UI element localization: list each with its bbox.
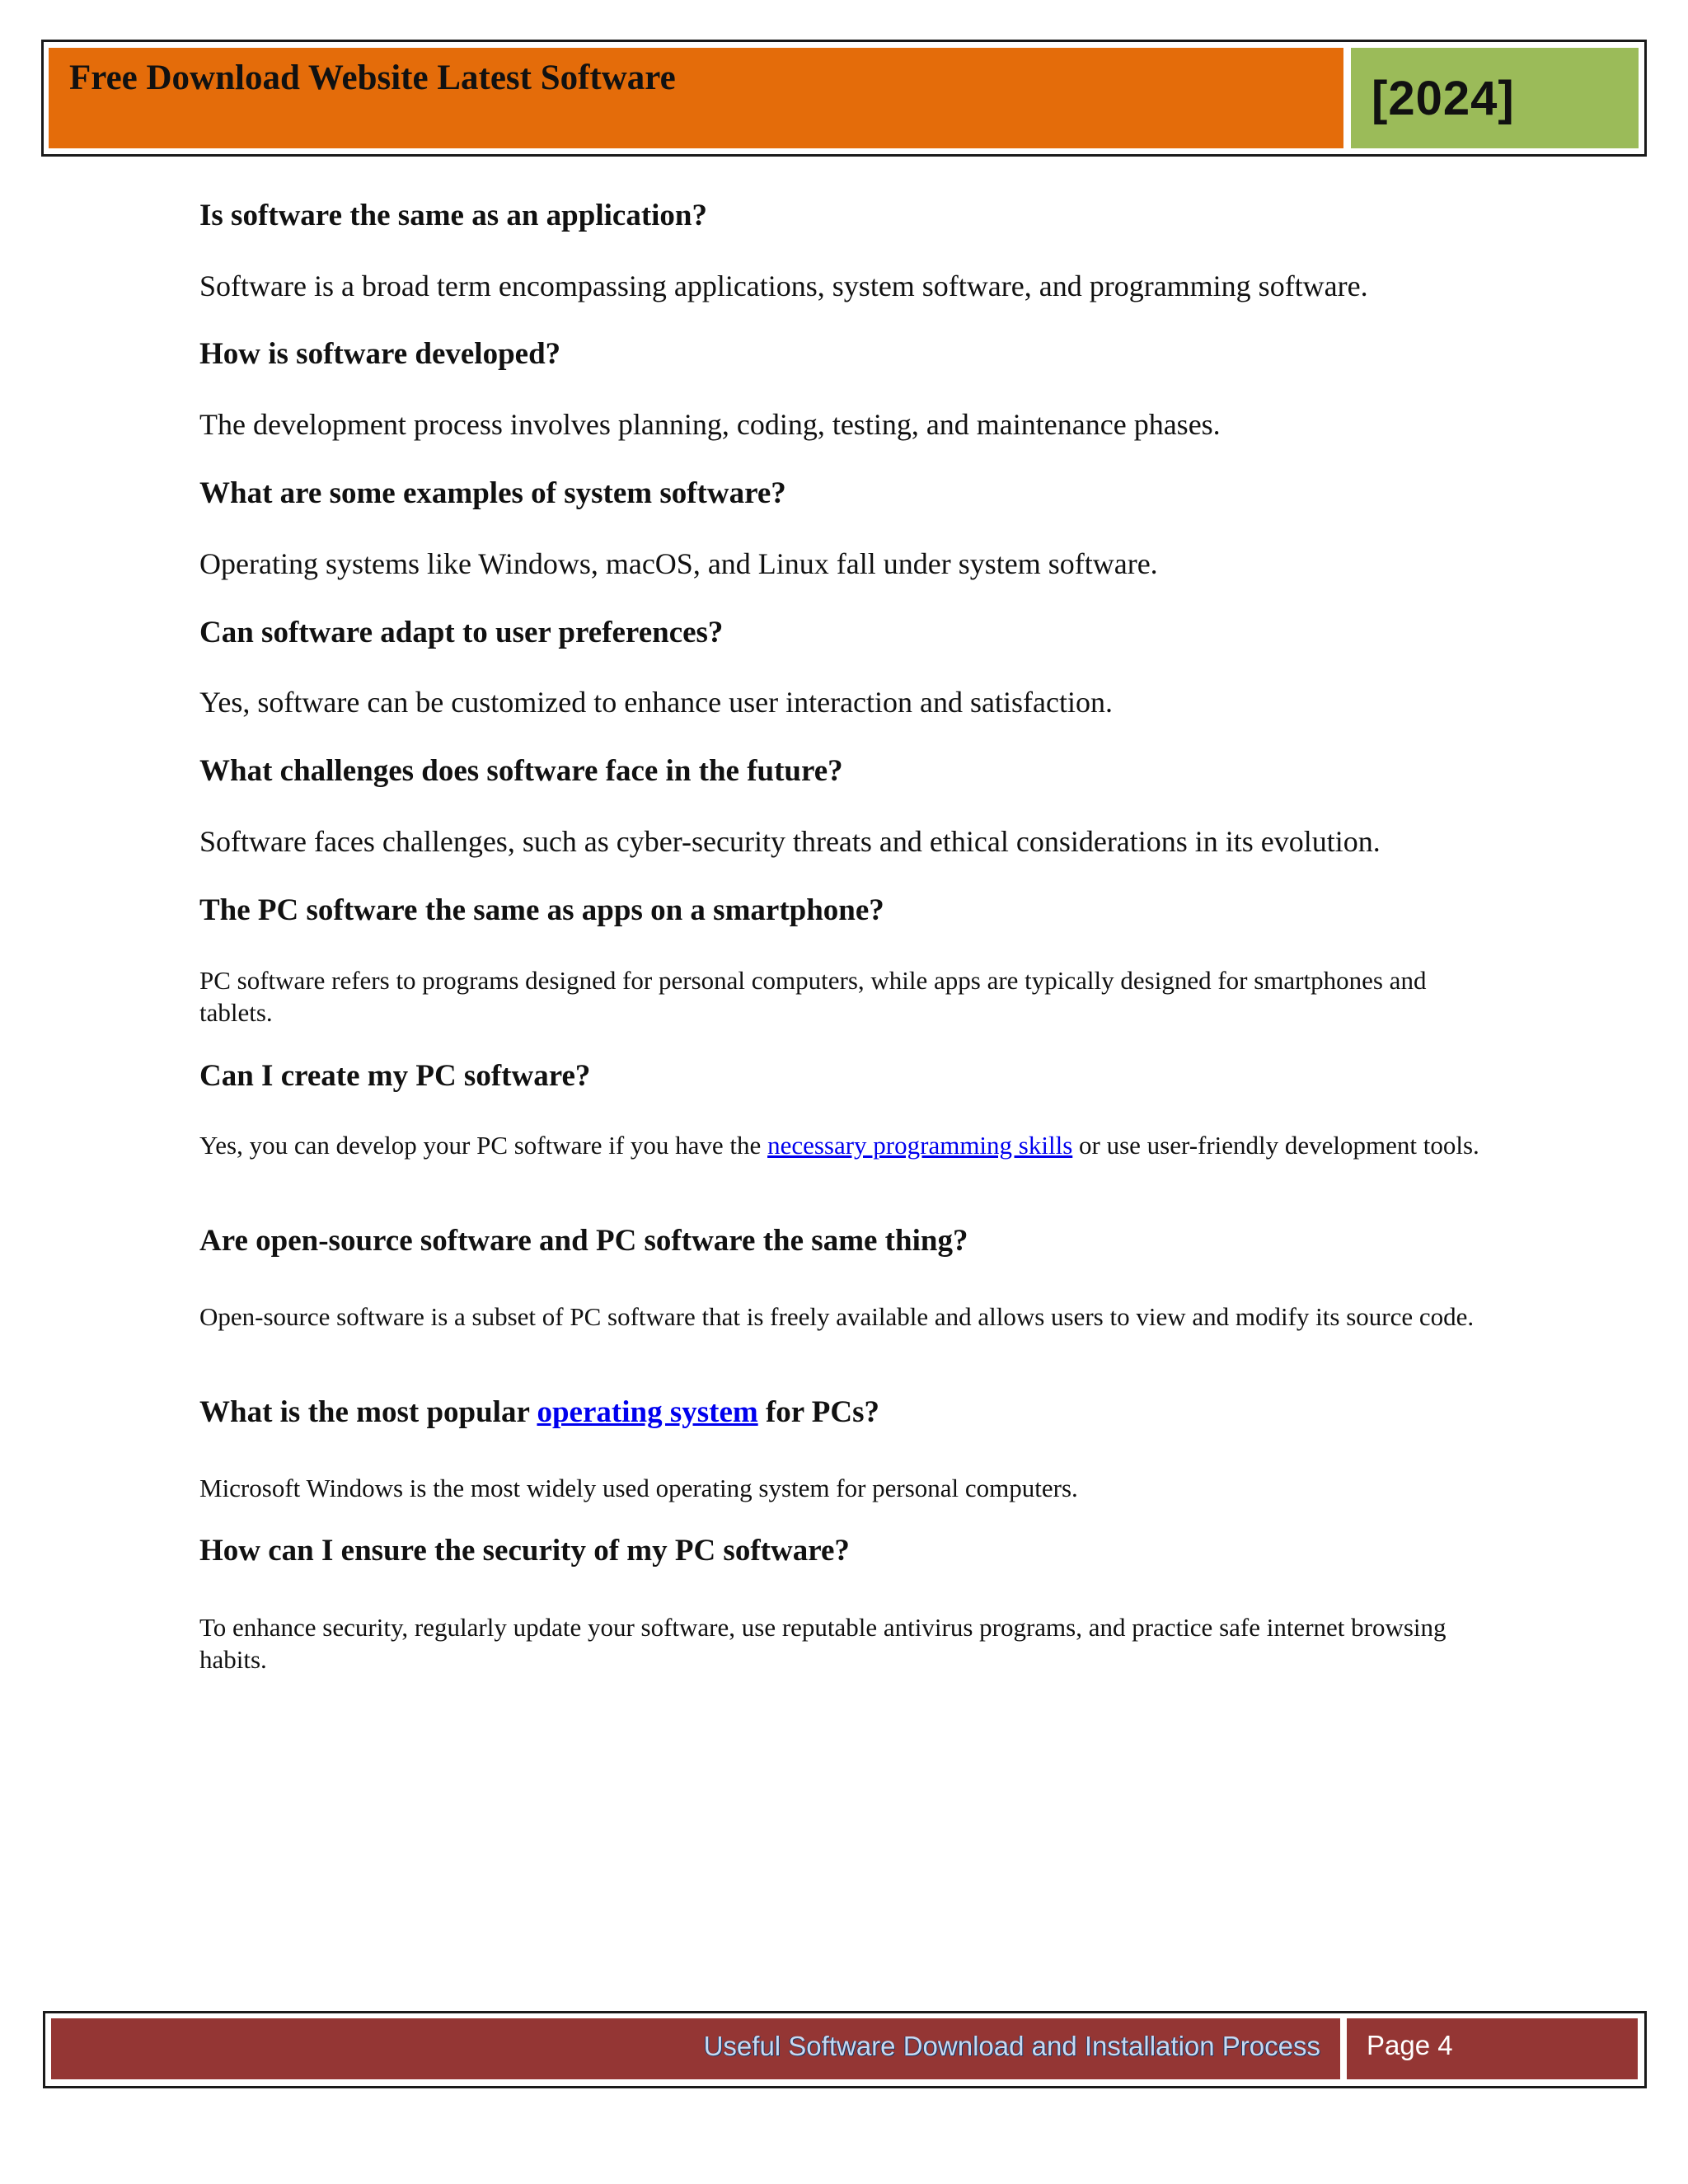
document-title: Free Download Website Latest Software	[69, 59, 676, 97]
faq-question: Can I create my PC software?	[199, 1059, 591, 1093]
faq-answer: Software faces challenges, such as cyber-security threats and ethical considerations in its evolution.	[199, 825, 1381, 858]
faq-question: The PC software the same as apps on a smartphone?	[199, 893, 884, 927]
faq-answer: The development process involves planning, coding, testing, and maintenance phases.	[199, 408, 1221, 441]
operating-system-link[interactable]: operating system	[537, 1395, 758, 1429]
faq-answer: To enhance security, regularly update your software, use reputable antivirus programs, and practice safe internet browsing habits.	[199, 1613, 1447, 1674]
faq-answer: PC software refers to programs designed for personal computers, while apps are typically designed for smartphones and tablets.	[199, 966, 1427, 1027]
faq-answer-text: or use user-friendly development tools.	[1072, 1131, 1479, 1160]
faq-question: What are some examples of system software?	[199, 476, 786, 510]
page-number: Page 4	[1367, 2030, 1453, 2060]
faq-answer	[199, 1129, 1485, 1161]
faq-question: Are open-source software and PC software the same thing?	[199, 1224, 968, 1258]
faq-answer: Open-source software is a subset of PC software that is freely available and allows users to view and modify its source code.	[199, 1302, 1475, 1331]
faq-question-text: What is the most popular	[199, 1395, 537, 1429]
footer-title: Useful Software Download and Installation Process	[703, 2031, 1320, 2061]
faq-answer: Operating systems like Windows, macOS, and Linux fall under system software.	[199, 547, 1158, 580]
faq-answer-text: Yes, you can develop your PC software if you have the	[199, 1131, 768, 1160]
faq-answer: Software is a broad term encompassing applications, system software, and programming software.	[199, 269, 1368, 302]
faq-question: Can software adapt to user preferences?	[199, 616, 724, 649]
faq-answer: Yes, software can be customized to enhance user interaction and satisfaction.	[199, 686, 1113, 719]
faq-answer: Microsoft Windows is the most widely used operating system for personal computers.	[199, 1474, 1078, 1502]
faq-question: How can I ensure the security of my PC software?	[199, 1534, 850, 1568]
faq-question-text: for PCs?	[757, 1395, 879, 1429]
document-year: [2024]	[1372, 72, 1515, 125]
faq-question: What challenges does software face in the future?	[199, 754, 843, 788]
programming-skills-link[interactable]: necessary programming skills	[767, 1131, 1073, 1160]
faq-question: Is software the same as an application?	[199, 199, 707, 232]
faq-question: How is software developed?	[199, 337, 561, 371]
faq-question	[199, 1394, 879, 1430]
